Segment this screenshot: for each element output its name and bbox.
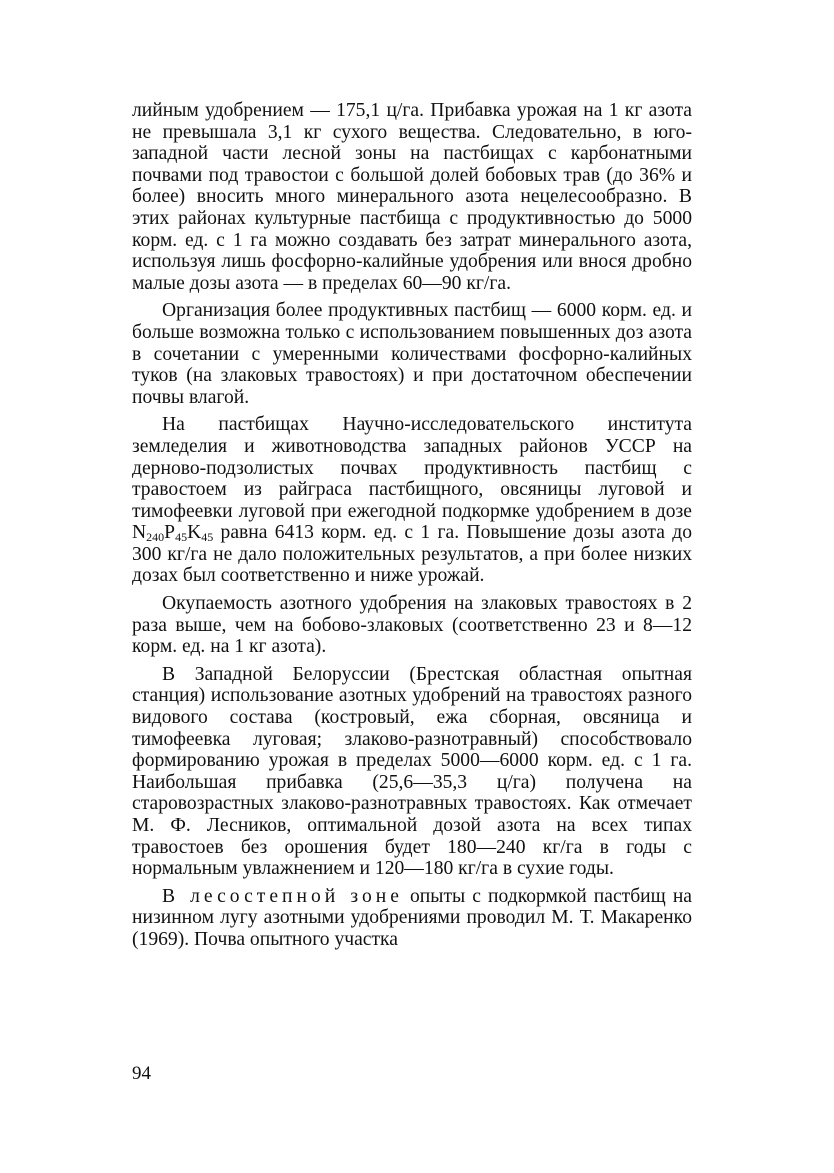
paragraph-payback: Окупаемость азотного удобрения на злаковых травостоях в 2 раза выше, чем на бобово-злаковых (соответственно 23 и 8—12 корм. ед. на 1 кг азота).	[132, 593, 692, 658]
paragraph-continuation: лийным удобрением — 175,1 ц/га. Прибавка урожая на 1 кг азота не превышала 3,1 кг сухого вещества. Следовательно, в юго-западной части лесной зоны на пастбищах с карбонатными почвами под травостои с большой долей бобовых трав (до 36% и более) вносить много минерального азота нецелесообразно. В этих районах культурные пастбища с продуктивностью до 5000 корм. ед. с 1 га можно создавать без затрат минерального азота, используя лишь фосфорно-калийные удобрения или внося дробно малые дозы азота — в пределах 60—90 кг/га.	[132, 100, 692, 294]
paragraph-western-belarus: В Западной Белоруссии (Брестская областная опытная станция) использование азотных удобрений на травостоях разного видового состава (костровый, ежа сборная, овсяница и тимофеевка луговая; злаково-разнотравный) способствовало формированию урожая в пределах 5000—6000 корм. ед. с 1 га. Наибольшая прибавка (25,6—35,3 ц/га) получена на старовозрастных злаково-разнотравных травостоях. Как отмечает М. Ф. Лесников, оптимальной дозой азота на всех типах травостоев без орошения будет 180—240 кг/га в годы с нормальным увлажнением и 120—180 кг/га в сухие годы.	[132, 663, 692, 880]
page-number: 94	[132, 1063, 151, 1084]
paragraph-productive-pastures: Организация более продуктивных пастбищ — 6000 корм. ед. и больше возможна только с использованием повышенных доз азота в сочетании с умеренными количествами фосфорно-калийных туков (на злаковых травостоях) и при достаточном обеспечении почвы влагой.	[132, 300, 692, 408]
formula-n: N	[132, 522, 147, 544]
spaced-heading: В лесостепной зоне	[162, 885, 403, 907]
formula-k: K	[187, 522, 202, 544]
paragraph-text-part: На пастбищах Научно-исследовательского института земледелия и животноводства западных районов УССР на дерново-подзолистых почвах продуктивность пастбищ с травостоем из райграса пастбищного, овсяницы луговой и тимофеевки луговой при ежегодной подкормке удобрением в дозе	[132, 414, 692, 522]
paragraph-ussr-institute	[132, 414, 692, 587]
formula-k-dose: 45	[201, 530, 214, 545]
paragraph-text-part: равна 6413 корм. ед. с 1 га. Повышение дозы азота до 300 кг/га не дало положительных результатов, а при более низких дозах был соответственно и ниже урожай.	[132, 522, 692, 587]
formula-p-dose: 45	[175, 530, 188, 545]
paragraph-text-part: опыты с подкормкой пастбищ на низинном лугу азотными удобрениями проводил М. Т. Макаренко (1969). Почва опытного участка	[132, 885, 693, 950]
fertilizer-formula	[132, 522, 213, 543]
document-page	[132, 100, 692, 957]
formula-p: P	[164, 522, 176, 544]
formula-n-dose: 240	[146, 530, 165, 545]
paragraph-forest-steppe	[132, 886, 692, 951]
